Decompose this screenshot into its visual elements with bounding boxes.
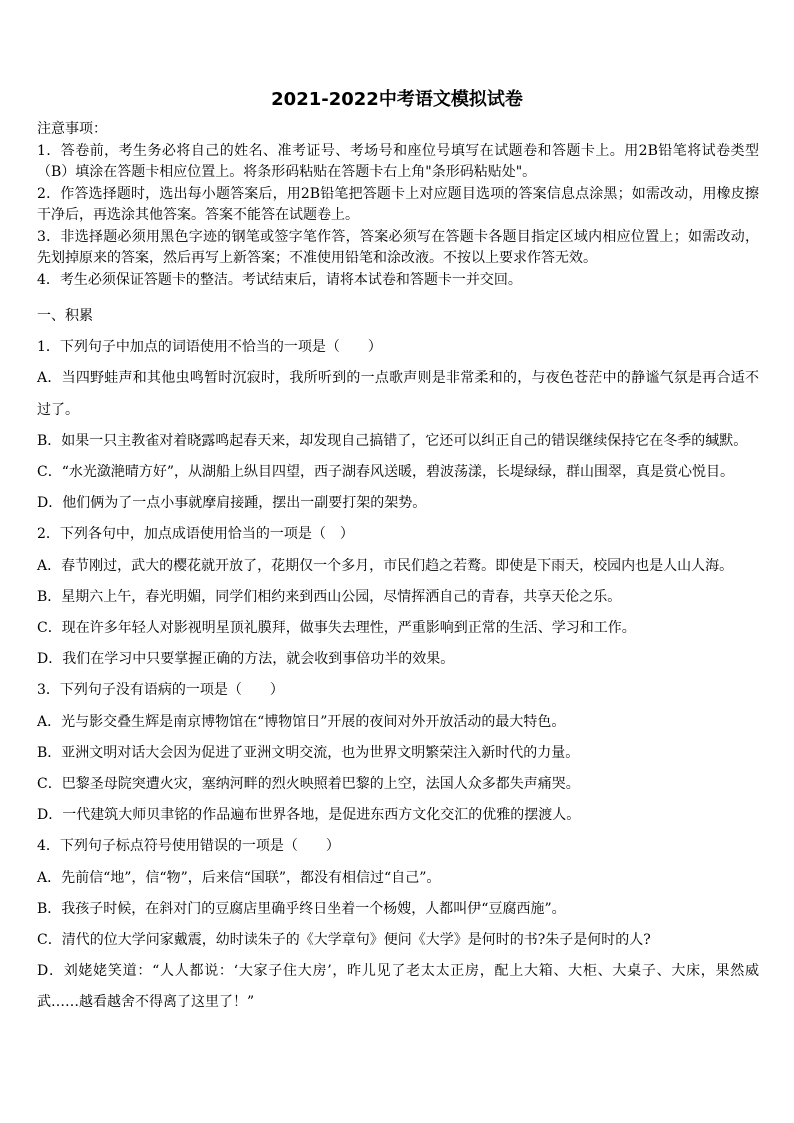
question-4 <box>37 831 759 1018</box>
question-option-a: A．当四野蛙声和其他虫鸣暂时沉寂时，我所听到的一点歌声则是非常柔和的，与夜色苍茫中的静谧气氛是再合适不过了。 <box>37 370 759 418</box>
question-option-a: A．春节刚过，武大的樱花就开放了，花期仅一个多月，市民们趋之若鹜。即使是下雨天，校园内也是人山人海。 <box>37 557 734 574</box>
question-1 <box>37 332 759 519</box>
question-2 <box>37 519 759 675</box>
question-option-c: C．“水光潋滟晴方好”，从湖船上纵目四望，西子湖春风送暖，碧波荡漾，长堤绿绿，群山围翠，真是赏心悦目。 <box>37 464 735 481</box>
section-heading: 一、积累 <box>37 308 93 324</box>
notice-item: 3．非选择题必须用黑色字迹的钢笔或签字笔作答，答案必须写在答题卡各题目指定区域内相应位置上；如需改动，先划掉原来的答案，然后再写上新答案；不准使用铅笔和涂改液。不按以上要求作答无效。 <box>37 228 759 266</box>
question-option-a: A．先前信“地”，信“物”，后来信“国联”，都没有相信过“自己”。 <box>37 869 441 886</box>
question-option-d: D．刘姥姥笑道：“人人都说：‘大家子住大房’，昨儿见了老太太正房，配上大箱、大柜、大桌子、大床，果然威武……越看越舍不得离了这里了！” <box>37 963 759 1011</box>
exam-title: 2021-2022中考语文模拟试卷 <box>271 89 523 110</box>
question-option-c: C．清代的位大学问家戴震，幼时读朱子的《大学章句》便问《大学》是何时的书?朱子是何时的人? <box>37 932 651 949</box>
question-option-b: B．亚洲文明对话大会因为促进了亚洲文明交流，也为世界文明繁荣注入新时代的力量。 <box>37 744 580 761</box>
question-option-c: C．现在许多年轻人对影视明星顶礼膜拜，做事失去理性，严重影响到正常的生活、学习和工作。 <box>37 620 636 637</box>
notice-item: 4．考生必须保证答题卡的整洁。考试结束后，请将本试卷和答题卡一并交回。 <box>37 271 522 288</box>
notice-heading: 注意事项： <box>37 121 107 137</box>
question-3 <box>37 675 759 831</box>
question-stem: 2．下列各句中，加点成语使用恰当的一项是（ ） <box>37 526 354 543</box>
questions-section <box>37 301 759 1019</box>
notice-item: 1．答卷前，考生务必将自己的姓名、准考证号、考场号和座位号填写在试题卷和答题卡上。用2B铅笔将试卷类型（B）填涂在答题卡相应位置上。将条形码粘贴在答题卡右上角"条形码粘贴处"。 <box>37 142 759 180</box>
question-stem: 3．下列句子没有语病的一项是（ ） <box>37 682 284 699</box>
question-option-b: B．我孩子时候，在斜对门的豆腐店里确乎终日坐着一个杨嫂，人都叫伊“豆腐西施”。 <box>37 900 566 917</box>
notice-item: 2．作答选择题时，选出每小题答案后，用2B铅笔把答题卡上对应题目选项的答案信息点涂黑；如需改动，用橡皮擦干净后，再选涂其他答案。答案不能答在试题卷上。 <box>37 185 759 223</box>
question-option-b: B．如果一只主教雀对着晓露鸣起春天来，却发现自己搞错了，它还可以纠正自己的错误继续保持它在冬季的缄默。 <box>37 432 748 449</box>
question-stem: 1．下列句子中加点的词语使用不恰当的一项是（ ） <box>37 339 382 356</box>
question-option-a: A．光与影交叠生辉是南京博物馆在“博物馆日”开展的夜间对外开放活动的最大特色。 <box>37 713 566 730</box>
question-option-b: B．星期六上午，春光明媚，同学们相约来到西山公园，尽情挥洒自己的青春，共享天伦之乐。 <box>37 588 622 605</box>
question-option-d: D．一代建筑大师贝聿铭的作品遍布世界各地，是促进东西方文化交汇的优雅的摆渡人。 <box>37 807 581 824</box>
question-option-d: D．他们俩为了一点小事就摩肩接踵，摆出一副要打架的架势。 <box>37 495 427 512</box>
question-option-d: D．我们在学习中只要掌握正确的方法，就会收到事倍功半的效果。 <box>37 651 455 668</box>
question-stem: 4．下列句子标点符号使用错误的一项是（ ） <box>37 838 340 855</box>
notice-section <box>37 119 759 291</box>
question-option-c: C．巴黎圣母院突遭火灾，塞纳河畔的烈火映照着巴黎的上空，法国人众多都失声痛哭。 <box>37 776 580 793</box>
